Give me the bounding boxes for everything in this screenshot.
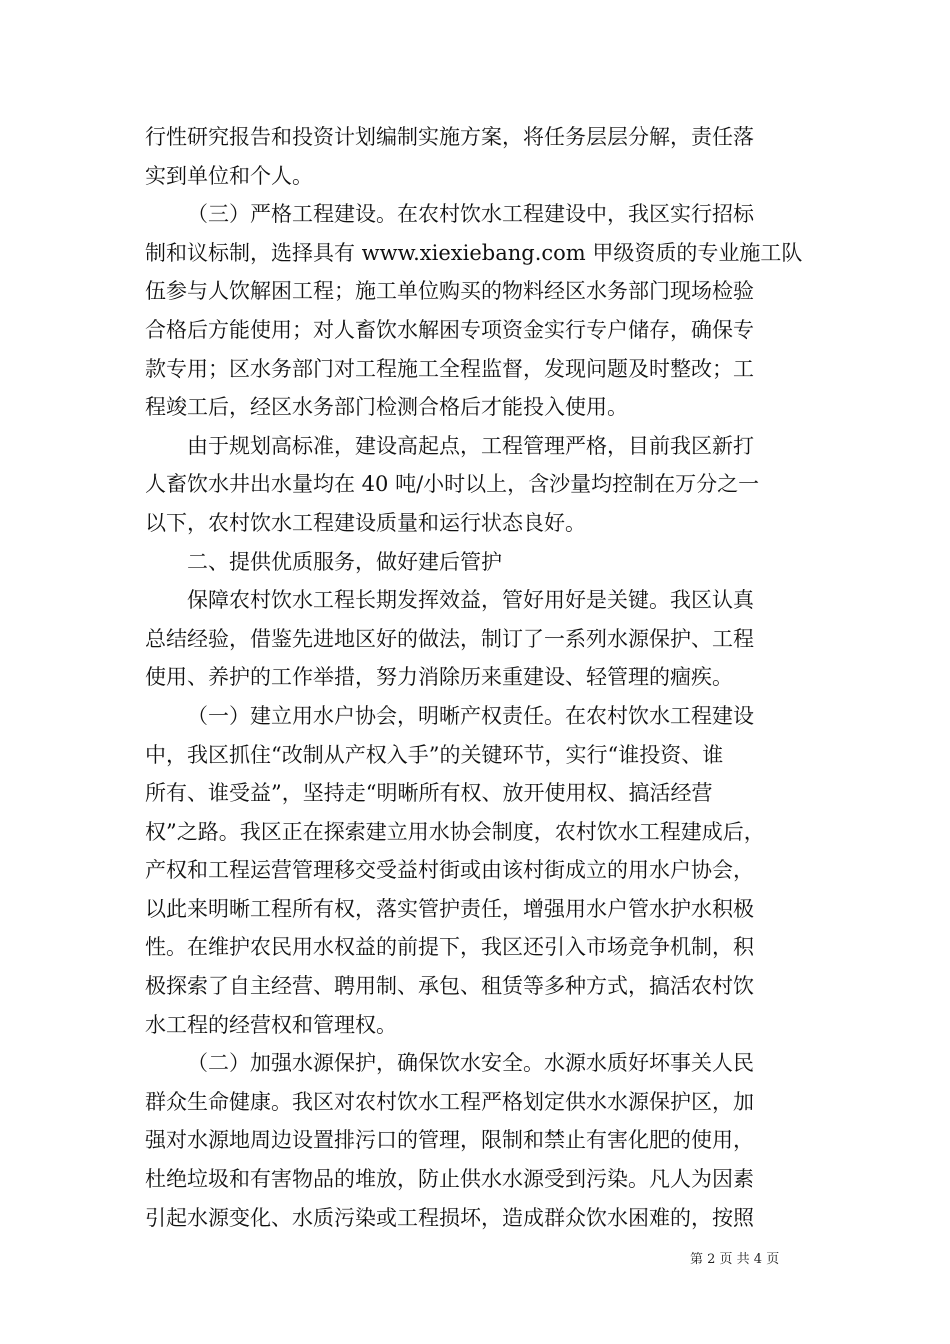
body-text — [145, 118, 810, 1237]
text-line: 性。在维护农民用水权益的前提下，我区还引入市场竞争机制，积 — [145, 935, 754, 960]
text-line: 款专用；区水务部门对工程施工全程监督，发现问题及时整改；工 — [145, 356, 754, 381]
text-line: 实到单位和个人。 — [145, 163, 313, 188]
text-line: （三）严格工程建设。在农村饮水工程建设中，我区实行招标 — [187, 202, 754, 227]
text-line: 以此来明晰工程所有权，落实管护责任，增强用水户管水护水积极 — [145, 896, 754, 921]
text-line: 合格后方能使用；对人畜饮水解困专项资金实行专户储存，确保专 — [145, 317, 754, 342]
text-line: 制和议标制，选择具有 www.xiexiebang.com 甲级资质的专业施工队 — [145, 240, 803, 265]
page-footer: 第 2 页 共 4 页 — [690, 1252, 780, 1267]
text-line: （一）建立用水户协会，明晰产权责任。在农村饮水工程建设 — [187, 703, 754, 728]
text-line: 极探索了自主经营、聘用制、承包、租赁等多种方式，搞活农村饮 — [145, 974, 754, 999]
text-line: 二、提供优质服务，做好建后管护 — [187, 549, 502, 574]
text-line: 总结经验，借鉴先进地区好的做法，制订了一系列水源保护、工程 — [145, 626, 754, 651]
text-line: 保障农村饮水工程长期发挥效益，管好用好是关键。我区认真 — [187, 588, 754, 613]
text-line: 水工程的经营权和管理权。 — [145, 1012, 397, 1037]
text-line: （二）加强水源保护，确保饮水安全。水源水质好坏事关人民 — [187, 1051, 754, 1076]
text-line: 强对水源地周边设置排污口的管理，限制和禁止有害化肥的使用， — [145, 1128, 754, 1153]
text-line: 群众生命健康。我区对农村饮水工程严格划定供水水源保护区，加 — [145, 1089, 754, 1114]
text-line: 以下，农村饮水工程建设质量和运行状态良好。 — [145, 510, 586, 535]
text-line: 由于规划高标准，建设高起点，工程管理严格，目前我区新打 — [187, 433, 754, 458]
text-line: 使用、养护的工作举措，努力消除历来重建设、轻管理的痼疾。 — [145, 665, 733, 690]
text-line: 中，我区抓住“改制从产权入手”的关键环节，实行“谁投资、谁 — [145, 742, 724, 767]
text-line: 产权和工程运营管理移交受益村街或由该村街成立的用水户协会， — [145, 858, 754, 883]
text-line: 引起水源变化、水质污染或工程损坏，造成群众饮水困难的，按照 — [145, 1205, 754, 1230]
text-line: 权”之路。我区正在探索建立用水协会制度，农村饮水工程建成后， — [145, 819, 765, 844]
text-line: 行性研究报告和投资计划编制实施方案，将任务层层分解，责任落 — [145, 125, 754, 149]
text-line: 伍参与人饮解困工程；施工单位购买的物料经区水务部门现场检验 — [145, 279, 754, 304]
text-line: 杜绝垃圾和有害物品的堆放，防止供水水源受到污染。凡人为因素 — [145, 1167, 754, 1192]
text-line: 人畜饮水井出水量均在 40 吨/小时以上，含沙量均控制在万分之一 — [145, 472, 760, 497]
text-line: 程竣工后，经区水务部门检测合格后才能投入使用。 — [145, 395, 628, 420]
text-line: 所有、谁受益”，坚持走“明晰所有权、放开使用权、搞活经营 — [145, 781, 713, 806]
